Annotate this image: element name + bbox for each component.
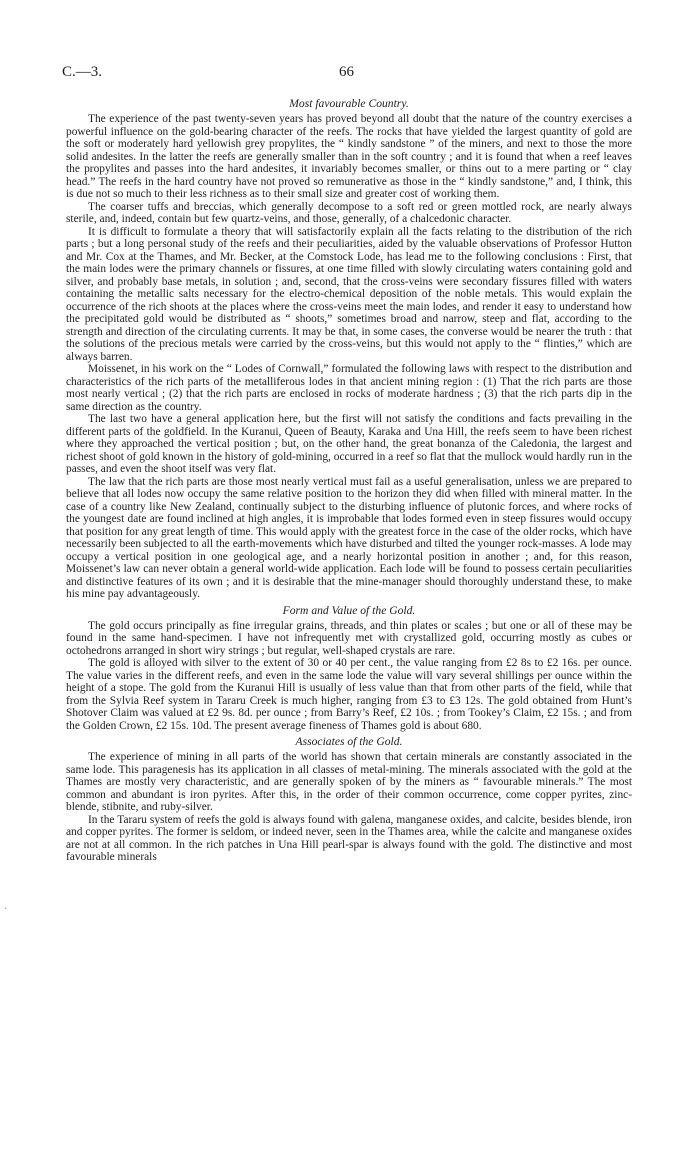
section-heading: Form and Value of the Gold. (282, 603, 416, 617)
paragraph: In the Tararu system of reefs the gold is always found with galena, manganese oxides, and calcite, besides blende, iron and copper pyrites. The former is seldom, or indeed never, seen in the Thames area, while the calcite and manganese oxides are not at all common. In the rich patches in Una Hill pearl-spar is always found with the gold. The distinctive and most favourable minerals (66, 813, 632, 863)
paragraph: It is difficult to formulate a theory that will satisfactorily explain all the facts relating to the distribution of the rich parts ; but a long personal study of the reefs and their peculiarities, aided by the valuable observations of Professor Hutton and Mr. Cox at the Thames, and Mr. Becker, at the Comstock Lode, has lead me to the following conclusions : First, that the main lodes were the primary channels or fissures, at one time filled with slowly circulating waters containing gold and silver, and probably base metals, in solution ; and, second, that the cross-veins were secondary fissures filled with waters containing the metallic salts necessary for the electro-chemical deposition of the noble metals. This would explain the occurrence of the rich shoots at the places where the cross-veins meet the main lodes, and render it easy to understand how the precipitated gold would be distributed as “ shoots,” sometimes broad and narrow, steep and flat, according to the strength and direction of the circulating currents. It may be that, in some cases, the converse would be nearer the truth : that the solutions of the precious metals were carried by the cross-veins, but this would not apply to the “ flinties,” which are always barren. (66, 225, 632, 363)
paragraph: The gold is alloyed with silver to the extent of 30 or 40 per cent., the value ranging from £2 8s to £2 16s. per ounce. The value varies in the different reefs, and even in the same lode the value will vary several shillings per ounce within the height of a stope. The gold from the Kuranui Hill is usually of less value than that from other parts of the field, while that from the Sylvia Reef system in Tararu Creek is much higher, ranging from £3 to £3 12s. The gold obtained from Hunt’s Shotover Claim was valued at £2 9s. 8d. per ounce ; from Barry’s Reef, £2 10s. ; from Tookey’s Claim, £2 15s. ; and from the Golden Crown, £2 15s. 10d. The present average fineness of Thames gold is about 680. (66, 657, 632, 732)
paragraph: The experience of mining in all parts of the world has shown that certain minerals are constantly associated in the same lode. This paragenesis has its application in all classes of metal-mining. The minerals associated with the gold at the Thames are mostly very characteristic, and are generally spoken of by the miners as “ favourable minerals.” The most common and abundant is iron pyrites. After this, in the order of their common occurrence, come copper pyrites, zinc-blende, stibnite, and ruby-silver. (66, 751, 632, 813)
section-heading: Associates of the Gold. (295, 735, 403, 748)
section-heading: Most favourable Country. (289, 97, 409, 110)
paragraph: The gold occurs principally as fine irregular grains, threads, and thin plates or scales ; but one or all of these may be found in the same hand-specimen. I have not infrequently met with crystallized gold, occurring mostly as cubes or octohedrons arranged in short wiry strings ; but regular, well-shaped crystals are rare. (66, 619, 632, 657)
paragraph: The coarser tuffs and breccias, which generally decompose to a soft red or green mottled rock, are nearly always sterile, and, indeed, contain but few quartz-veins, and those, generally, of a chalcedonic character. (66, 200, 632, 225)
body-text (66, 94, 632, 864)
paragraph: The law that the rich parts are those most nearly vertical must fail as a useful generalisation, unless we are prepared to believe that all lodes now occupy the same relative position to the horizon they did when filled with mineral matter. In the case of a country like New Zealand, continually subject to the disturbing influence of plutonic forces, and where rocks of the youngest date are found inclined at high angles, it is improbable that lodes formed even in steep fissures would occupy that position for any great length of time. This would apply with the greatest force in the case of the older rocks, which have necessarily been subjected to all the earth-movements which have disturbed and tilted the younger rock-masses. A lode may occupy a vertical position in one geological age, and a nearly horizontal position in another ; and, for this reason, Moissenet’s law can never obtain a general world-wide application. Each lode will be found to possess certain peculiarities and distinctive features of its own ; and it is desirable that the mine-manager should thoroughly understand these, to make his mine pay advantageously. (66, 475, 632, 600)
page-number: 66 (339, 64, 354, 80)
paragraph: The experience of the past twenty-seven years has proved beyond all doubt that the nature of the country exercises a powerful influence on the gold-bearing character of the reefs. The rocks that have yielded the largest quantity of gold are the soft or moderately hard yellowish grey propylites, the “ kindly sandstone ” of the miners, and next to those the more solid andesites. In the latter the reefs are generally smaller than in the soft country ; and it is found that when a reef leaves the propylites and passes into the hard andesites, it invariably becomes smaller, or thins out to a mere parting or “ clay head.” The reefs in the hard country have not proved so remunerative as those in the “ kindly sandstone,” and, I think, this is due not so much to their less richness as to their small size and greater cost of working them. (66, 113, 632, 200)
margin-mark: · (4, 904, 8, 915)
paragraph: Moissenet, in his work on the “ Lodes of Cornwall,” formulated the following laws with respect to the distribution and characteristics of the rich parts of the metalliferous lodes in that ancient mining region : (1) That the rich parts are those most nearly vertical ; (2) that the rich parts are enclosed in rocks of moderate hardness ; (3) that the rich parts dip in the same direction as the country. (66, 363, 632, 413)
document-reference: C.—3. (62, 64, 103, 80)
page-header (62, 64, 642, 84)
paragraph: The last two have a general application here, but the first will not satisfy the conditions and facts prevailing in the different parts of the goldfield. In the Kuranui, Queen of Beauty, Karaka and Una Hill, the reefs seem to have been richest where they approached the vertical position ; but, on the other hand, the great bonanza of the Caledonia, the largest and richest shoot of gold known in the history of gold-mining, occurred in a reef so flat that the mullock would hardly run in the passes, and even the shoot itself was very flat. (66, 413, 632, 475)
